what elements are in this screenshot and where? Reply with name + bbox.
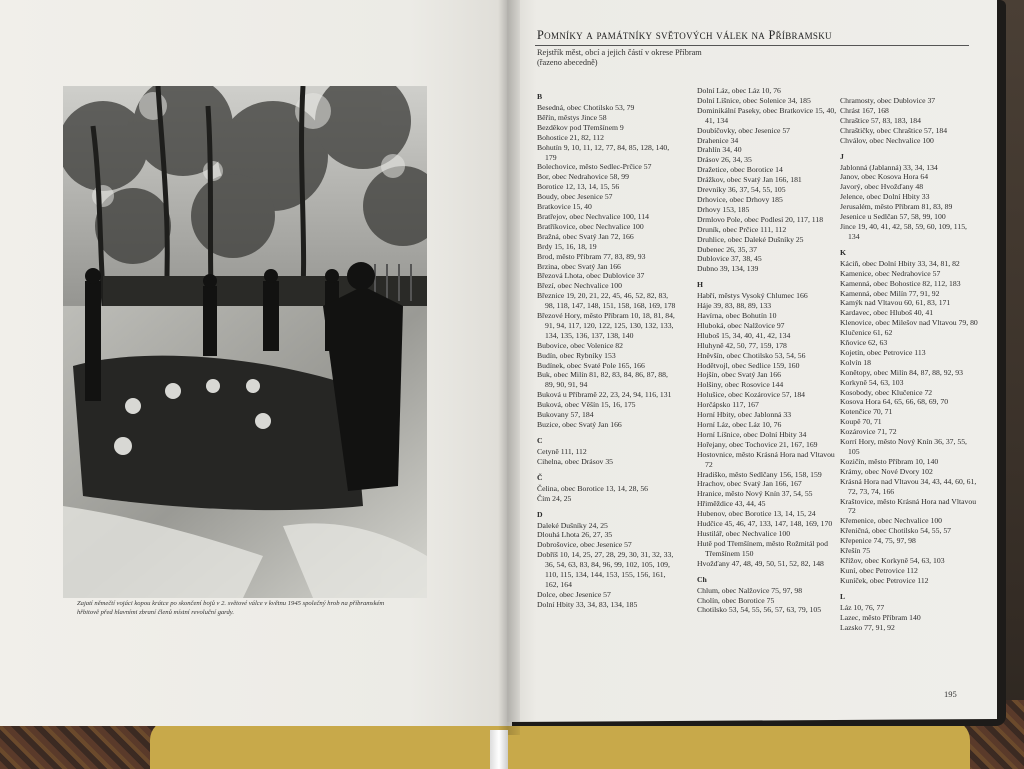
index-entry: Hořejany, obec Tochovice 21, 167, 169 xyxy=(697,439,818,449)
page-number: 195 xyxy=(944,689,957,699)
bookmark-ribbon xyxy=(490,730,508,769)
index-entry: Dubenec 26, 35, 37 xyxy=(697,244,757,254)
index-entry: Javorý, obec Hvožďany 48 xyxy=(840,182,924,192)
index-entry: Jesenice u Sedlčan 57, 58, 99, 100 xyxy=(840,212,946,222)
index-entry: Drhovy 153, 185 xyxy=(697,204,750,214)
index-entry: Klučenice 61, 62 xyxy=(840,328,893,338)
index-entry: Chotilsko 53, 54, 55, 56, 57, 63, 79, 105 xyxy=(697,605,822,615)
index-entry: Dobříš 10, 14, 25, 27, 28, 29, 30, 31, 32, 33, 36, 54, 63, 83, 84, 96, 99, 102, 105, 109, 110, 115, 134, 144, 153, 155, 156, 161, 162, 164 xyxy=(537,550,674,589)
index-column-2 xyxy=(697,86,837,615)
page-header xyxy=(537,28,977,68)
index-entry: Havírna, obec Bohutín 10 xyxy=(697,311,777,321)
index-entry: Hutě pod Třemšínem, město Rožmitál pod Třemšínem 150 xyxy=(697,538,828,558)
index-entry: Bor, obec Nedrahovice 58, 99 xyxy=(537,172,629,182)
index-entry: Kamýk nad Vltavou 60, 61, 83, 171 xyxy=(840,298,951,308)
index-entry: Budínek, obec Svaté Pole 165, 166 xyxy=(537,360,645,370)
index-entry: Dražetice, obec Borotice 14 xyxy=(697,165,783,175)
index-entry: Hojšín, obec Svatý Jan 166 xyxy=(697,370,781,380)
index-entry: Lazec, město Příbram 140 xyxy=(840,612,921,622)
index-entry: Drevníky 36, 37, 54, 55, 105 xyxy=(697,185,786,195)
index-entry: Buk, obec Milín 81, 82, 83, 84, 86, 87, 88, 89, 90, 91, 94 xyxy=(537,370,668,390)
index-entry: Koupě 70, 71 xyxy=(840,417,882,427)
index-entry: Bolechovice, město Sedlec-Prčice 57 xyxy=(537,162,652,172)
cushion xyxy=(150,720,970,769)
index-entry: Jerusalém, město Příbram 81, 83, 89 xyxy=(840,202,953,212)
index-entry: Kosova Hora 64, 65, 66, 68, 69, 70 xyxy=(840,397,949,407)
index-entry: Buzice, obec Svatý Jan 166 xyxy=(537,420,622,429)
index-entry: Březí, obec Nechvalice 100 xyxy=(537,281,622,291)
index-entry: Dublovice 37, 38, 45 xyxy=(697,254,762,264)
index-letter-heading: L xyxy=(840,591,846,601)
index-entry: Hluboká, obec Nalžovice 97 xyxy=(697,320,785,330)
index-entry: Bezděkov pod Třemšínem 9 xyxy=(537,122,624,132)
page-subtitle-note: (řazeno abecedně) xyxy=(537,58,598,67)
index-entry: Drahenice 34 xyxy=(697,135,739,145)
index-entry: Hostovnice, město Krásná Hora nad Vltavou 72 xyxy=(697,449,835,469)
historical-photo xyxy=(63,86,427,598)
index-column-3 xyxy=(840,96,980,632)
index-letter-heading: K xyxy=(840,247,846,257)
left-page xyxy=(0,0,512,726)
index-entry: Cetyně 111, 112 xyxy=(537,446,587,456)
index-entry: Křešín 75 xyxy=(840,546,871,556)
index-entry: Chraštičky, obec Chraštice 57, 184 xyxy=(840,125,948,135)
index-entry: Kojetín, obec Petrovice 113 xyxy=(840,347,926,357)
index-entry: Janov, obec Kosova Hora 64 xyxy=(840,172,929,182)
index-entry: Jince 19, 40, 41, 42, 58, 59, 60, 109, 115, 134 xyxy=(840,221,967,241)
index-entry: Bubovice, obec Volenice 82 xyxy=(537,340,623,350)
index-entry: Cihelna, obec Drásov 35 xyxy=(537,456,614,466)
index-entry: Dolní Hbity 33, 34, 83, 134, 185 xyxy=(537,599,638,609)
index-entry: Kuníček, obec Petrovice 112 xyxy=(840,575,929,585)
index-entry: Bohutín 9, 10, 11, 12, 77, 84, 85, 128, 140, 179 xyxy=(537,142,670,162)
index-entry: Brod, město Příbram 77, 83, 89, 93 xyxy=(537,251,646,261)
index-entry: Běřín, městys Jince 58 xyxy=(537,112,607,122)
index-entry: Dominikální Paseky, obec Bratkovice 15, 40, 41, 134 xyxy=(697,105,837,125)
index-entry: Drásov 26, 34, 35 xyxy=(697,155,752,165)
index-entry: Křížov, obec Korkyně 54, 63, 103 xyxy=(840,555,945,565)
index-entry: Háje 39, 83, 88, 89, 133 xyxy=(697,301,772,311)
index-entry: Jelence, obec Dolní Hbity 33 xyxy=(840,192,930,202)
index-entry: Horní Láz, obec Láz 10, 76 xyxy=(697,420,782,429)
index-entry: Horní Hbity, obec Jablonná 33 xyxy=(697,410,792,420)
index-entry: Brdy 15, 16, 18, 19 xyxy=(537,241,597,251)
index-entry: Bukovany 57, 184 xyxy=(537,410,594,420)
index-entry: Kňovice 62, 63 xyxy=(840,338,888,348)
index-entry: Holušice, obec Kozárovice 57, 184 xyxy=(697,390,806,400)
index-entry: Dobrošovice, obec Jesenice 57 xyxy=(537,540,632,550)
index-entry: Lazsko 77, 91, 92 xyxy=(840,622,895,632)
index-letter-heading: H xyxy=(697,280,703,290)
index-entry: Březové Hory, město Příbram 10, 18, 81, 84, 91, 94, 117, 120, 122, 125, 130, 132, 133, 134, 135, 136, 137, 138, 140 xyxy=(537,311,675,340)
index-entry: Křepenice 74, 75, 97, 98 xyxy=(840,536,916,546)
index-entry: Kosobody, obec Klučenice 72 xyxy=(840,387,933,397)
index-entry: Bražná, obec Svatý Jan 72, 166 xyxy=(537,231,634,241)
index-letter-heading: J xyxy=(840,151,844,161)
index-letter-heading: B xyxy=(537,92,543,101)
index-entry: Hodětvojl, obec Sedlice 159, 160 xyxy=(697,360,800,370)
index-entry: Kozičín, město Příbram 10, 140 xyxy=(840,456,939,466)
photo-graphic xyxy=(63,86,427,598)
index-entry: Hustilář, obec Nechvalice 100 xyxy=(697,528,791,538)
index-entry: Hradiško, město Sedlčany 156, 158, 159 xyxy=(697,469,822,479)
page-subtitle: Rejstřík měst, obcí a jejich částí v okrese Příbram xyxy=(537,48,702,57)
index-entry: Jablonná (Jablanná) 33, 34, 134 xyxy=(840,162,938,172)
index-entry: Chrást 167, 168 xyxy=(840,105,889,115)
index-entry: Drahlín 34, 40 xyxy=(697,145,742,155)
index-entry: Dlouhá Lhota 26, 27, 35 xyxy=(537,530,613,540)
index-entry: Horní Líšnice, obec Dolní Hbity 34 xyxy=(697,429,807,439)
index-entry: Hluboš 15, 34, 40, 41, 42, 134 xyxy=(697,330,791,340)
index-entry: Kolvín 18 xyxy=(840,357,871,367)
index-entry: Hluhyně 42, 50, 77, 159, 178 xyxy=(697,340,787,350)
index-entry: Hněvšín, obec Chotilsko 53, 54, 56 xyxy=(697,350,806,360)
index-entry: Besedná, obec Chotilsko 53, 79 xyxy=(537,103,635,112)
index-entry: Bohostice 21, 82, 112 xyxy=(537,132,604,142)
index-entry: Drmlovo Pole, obec Podlesí 20, 117, 118 xyxy=(697,214,824,224)
index-entry: Chraštice 57, 83, 183, 184 xyxy=(840,115,921,125)
index-entry: Hřiměždice 43, 44, 45 xyxy=(697,499,766,509)
index-entry: Buková, obec Věšín 15, 16, 175 xyxy=(537,400,636,410)
index-entry: Cholín, obec Borotice 75 xyxy=(697,595,775,605)
index-entry: Buková u Příbramě 22, 23, 24, 94, 116, 131 xyxy=(537,390,672,400)
header-rule xyxy=(535,45,969,46)
index-entry: Čím 24, 25 xyxy=(537,493,572,503)
index-entry: Chválov, obec Nechvalice 100 xyxy=(840,135,934,145)
index-entry: Bratříkovice, obec Nechvalice 100 xyxy=(537,221,644,231)
index-entry: Kozárovice 71, 72 xyxy=(840,427,897,437)
index-entry: Hvožďany 47, 48, 49, 50, 51, 52, 82, 148 xyxy=(697,558,824,568)
index-entry: Kardavec, obec Hluboš 40, 41 xyxy=(840,308,934,318)
index-entry: Drážkov, obec Svatý Jan 166, 181 xyxy=(697,175,802,185)
index-entry: Bratřejov, obec Nechvalice 100, 114 xyxy=(537,211,649,221)
index-entry: Boudy, obec Jesenice 57 xyxy=(537,192,613,202)
photo-caption: Zajatí němečtí vojáci kopou krátce po skončení bojů v 2. světové válce v květnu 1945 společný hrob na příbramském hřbitově před hlavními zbraní členů místní revoluční gardy. xyxy=(77,600,385,616)
index-entry: Kotenčice 70, 71 xyxy=(840,407,893,417)
index-entry: Dubno 39, 134, 139 xyxy=(697,264,759,274)
index-letter-heading: Č xyxy=(537,472,543,482)
index-entry: Klenovice, obec Milešov nad Vltavou 79, 80 xyxy=(840,318,978,328)
index-letter-heading: C xyxy=(537,435,543,445)
index-letter-heading: Ch xyxy=(697,574,707,584)
index-entry: Hudčice 45, 46, 47, 133, 147, 148, 169, 170 xyxy=(697,519,833,529)
index-entry: Dolní Líšnice, obec Solenice 34, 185 xyxy=(697,95,811,105)
index-entry: Drhovice, obec Drhovy 185 xyxy=(697,194,783,204)
index-entry: Láz 10, 76, 77 xyxy=(840,602,885,612)
index-entry: Hrachov, obec Svatý Jan 166, 167 xyxy=(697,479,802,489)
index-column-1 xyxy=(537,86,677,610)
index-entry: Kamenná, obec Milín 77, 91, 92 xyxy=(840,288,940,298)
index-entry: Krásná Hora nad Vltavou 34, 43, 44, 60, 61, 72, 73, 74, 166 xyxy=(840,476,977,496)
index-entry: Chramosty, obec Dublovice 37 xyxy=(840,96,936,105)
index-entry: Korrí Hory, město Nový Knín 36, 37, 55, 105 xyxy=(840,437,967,456)
index-entry: Chlum, obec Nalžovice 75, 97, 98 xyxy=(697,585,803,595)
index-entry: Káciň, obec Dolní Hbity 33, 34, 81, 82 xyxy=(840,258,960,268)
index-entry: Kraštovice, město Krásná Hora nad Vltavou 72 xyxy=(840,496,977,516)
index-entry: Horčápsko 117, 167 xyxy=(697,400,759,410)
index-entry: Daleké Dušníky 24, 25 xyxy=(537,520,608,530)
index-entry: Kamenice, obec Nedrahovice 57 xyxy=(840,268,941,278)
index-entry: Budín, obec Rybníky 153 xyxy=(537,350,616,360)
index-entry: Křeničná, obec Chotilsko 54, 55, 57 xyxy=(840,526,952,536)
index-entry: Hranice, město Nový Knín 37, 54, 55 xyxy=(697,489,813,499)
index-entry: Kuní, obec Petrovice 112 xyxy=(840,565,918,575)
index-entry: Korkyně 54, 63, 103 xyxy=(840,377,904,387)
index-entry: Březová Lhota, obec Dublovice 37 xyxy=(537,271,645,281)
page-title: Pomníky a památníky světových válek na Příbramsku xyxy=(537,28,832,42)
index-entry: Habří, městys Vysoký Chlumec 166 xyxy=(697,291,808,301)
index-entry: Čelina, obec Borotice 13, 14, 28, 56 xyxy=(537,483,649,493)
index-entry: Bratkovice 15, 40 xyxy=(537,202,592,212)
index-entry: Konětopy, obec Milín 84, 87, 88, 92, 93 xyxy=(840,367,963,377)
index-letter-heading: D xyxy=(537,509,543,519)
index-entry: Doubíčovky, obec Jesenice 57 xyxy=(697,125,791,135)
index-entry: Brzina, obec Svatý Jan 166 xyxy=(537,261,621,271)
index-entry: Dolní Láz, obec Láz 10, 76 xyxy=(697,86,781,95)
index-entry: Borotice 12, 13, 14, 15, 56 xyxy=(537,182,620,192)
index-entry: Dolce, obec Jesenice 57 xyxy=(537,589,611,599)
index-entry: Březnice 19, 20, 21, 22, 45, 46, 52, 82, 83, 98, 118, 147, 148, 151, 158, 168, 169, 178 xyxy=(537,291,676,311)
index-entry: Křemenice, obec Nechvalice 100 xyxy=(840,516,943,526)
index-entry: Krámy, obec Nové Dvory 102 xyxy=(840,466,933,476)
index-entry: Druník, obec Prčice 111, 112 xyxy=(697,224,787,234)
index-entry: Druhlice, obec Daleké Dušníky 25 xyxy=(697,234,804,244)
index-entry: Hubenov, obec Borotice 13, 14, 15, 24 xyxy=(697,509,816,519)
book-gutter xyxy=(498,0,520,735)
index-entry: Holšiny, obec Rosovice 144 xyxy=(697,380,784,390)
index-entry: Kamenná, obec Bohostice 82, 112, 183 xyxy=(840,278,961,288)
